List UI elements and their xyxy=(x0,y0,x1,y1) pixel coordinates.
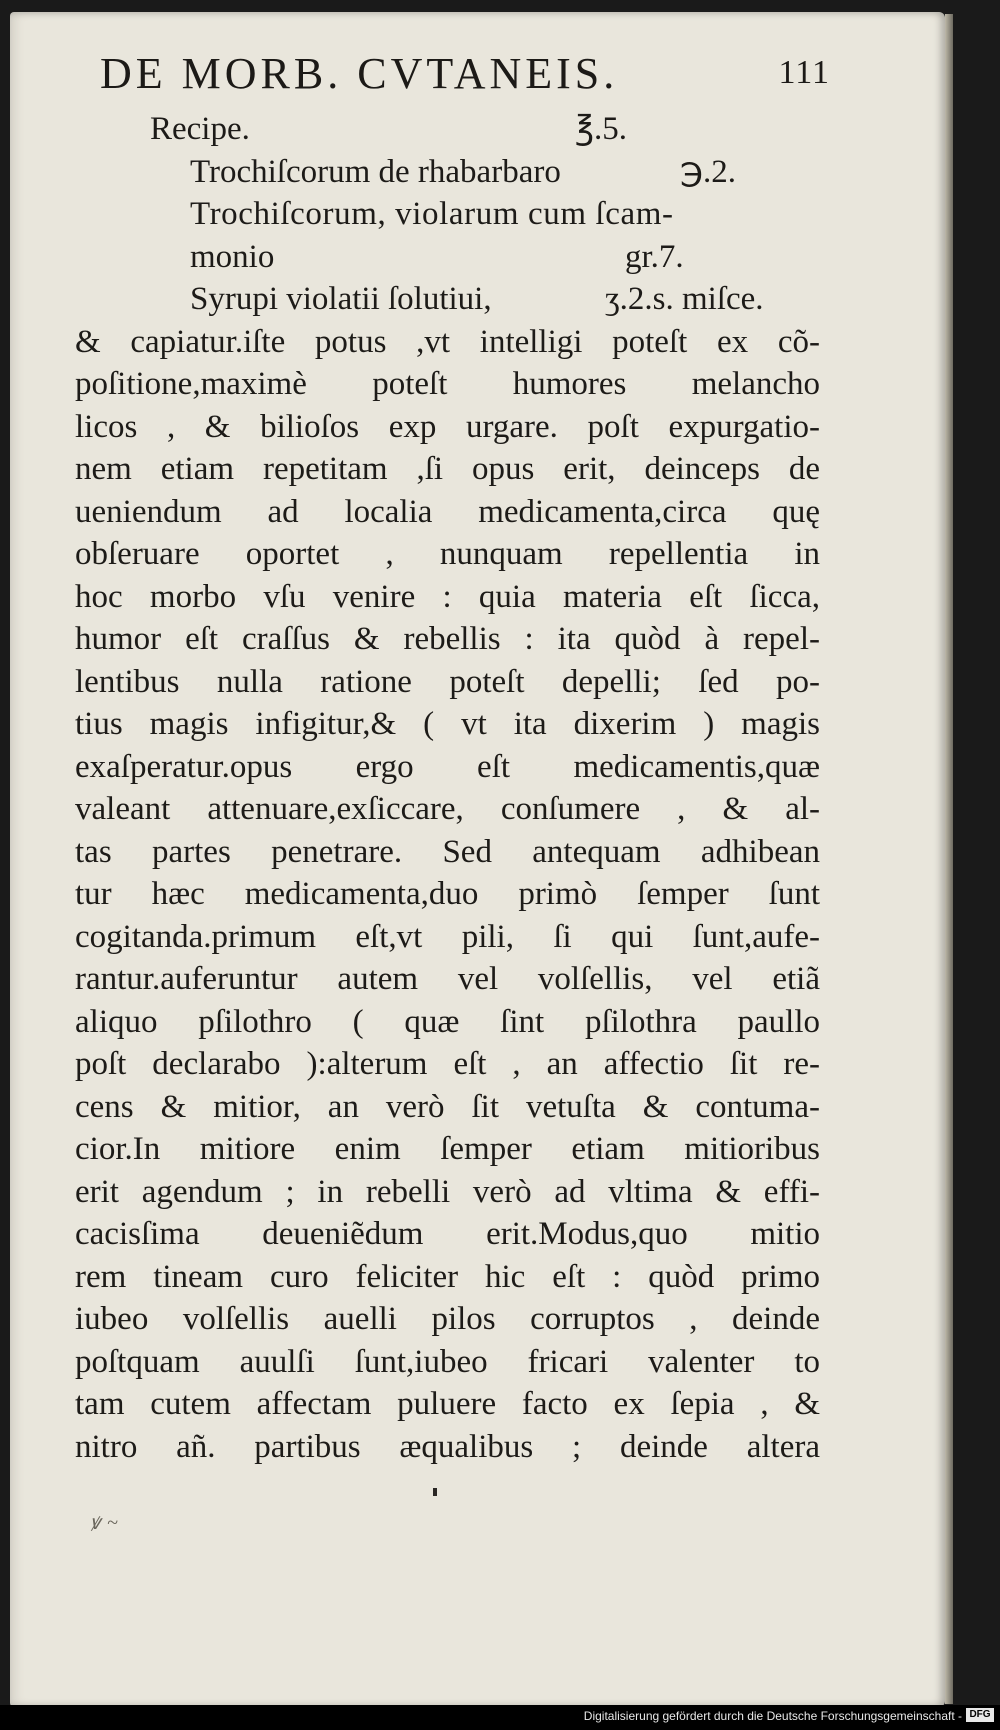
text-line: rem tineam curo feliciter hic eſt : quòd primo xyxy=(75,1258,820,1295)
page-edge xyxy=(945,14,953,1704)
text-line: nem etiam repetitam ,ſi opus erit, deinceps de xyxy=(75,451,820,487)
text-line: cior.In mitiore enim ſemper etiam mitioribus xyxy=(75,1131,820,1167)
page-body xyxy=(75,108,820,1468)
recipe-heading: Recipe. xyxy=(150,111,250,147)
recipe-item xyxy=(75,278,820,321)
footer-credit: Digitalisierung gefördert durch die Deutsche Forschungsgemeinschaft - xyxy=(583,1709,962,1723)
signature-mark: ꝟ ~ xyxy=(90,1512,119,1534)
text-line: valeant attenuare,exſiccare, conſumere , & al- xyxy=(75,791,820,827)
text-line: licos , & bilioſos exp urgare. poſt expurgatio- xyxy=(75,408,820,445)
text-line: & capiatur.iſte potus ,vt intelligi poteſt ex cõ- xyxy=(75,323,820,360)
text-line: obſeruare oportet , nunquam repellentia in xyxy=(75,536,820,572)
text-line: poſitione,maximè poteſt humores melancho xyxy=(75,366,820,402)
text-line: aliquo pſilothro ( quæ ſint pſilothra paullo xyxy=(75,1003,820,1040)
recipe-item-amount: ℈.2. xyxy=(680,153,737,190)
recipe-item-label: Syrupi violatii ſolutiui, xyxy=(190,281,492,317)
text-line: lentibus nulla ratione poteſt depelli; ſed po- xyxy=(75,663,820,700)
text-line: cogitanda.primum eſt,vt pili, ſi qui ſunt,aufe- xyxy=(75,918,820,955)
recipe-item-label: Trochiſcorum, violarum cum ſcam- xyxy=(190,196,674,232)
page-header xyxy=(100,48,830,108)
text-line: erit agendum ; in rebelli verò ad vltima & effi- xyxy=(75,1173,820,1210)
text-line: tas partes penetrare. Sed antequam adhibean xyxy=(75,833,820,870)
text-line: cens & mitior, an verò ſit vetuſta & contuma- xyxy=(75,1088,820,1125)
text-line: poſt declarabo ):alterum eſt , an affectio ſit re- xyxy=(75,1046,820,1082)
text-line: tam cutem affectam puluere facto ex ſepia , & xyxy=(75,1386,820,1422)
text-line: humor eſt craſſus & rebellis : ita quòd à repel- xyxy=(75,621,820,657)
text-line: tur hæc medicamenta,duo primò ſemper ſunt xyxy=(75,876,820,912)
text-line: iubeo volſellis auelli pilos corruptos , deinde xyxy=(75,1301,820,1337)
recipe-heading-line xyxy=(75,108,820,151)
text-line: tius magis infigitur,& ( vt ita dixerim ) magis xyxy=(75,706,820,742)
text-line: rantur.auferuntur autem vel volſellis, vel etiã xyxy=(75,961,820,997)
running-title: DE MORB. CVTANEIS. xyxy=(100,49,619,98)
recipe-item xyxy=(75,151,820,194)
printer-mark xyxy=(433,1488,437,1496)
text-line: exaſperatur.opus ergo eſt medicamentis,quæ xyxy=(75,748,820,785)
recipe-item xyxy=(75,193,820,236)
recipe-item xyxy=(75,236,820,279)
recipe-item-label: Trochiſcorum de rhabarbaro xyxy=(190,153,561,190)
page-number: 111 xyxy=(778,54,830,91)
recipe-item-amount: ʒ.2.s. miſce. xyxy=(605,281,764,317)
recipe-item-amount: gr.7. xyxy=(625,238,684,275)
recipe-item-label: monio xyxy=(190,238,275,275)
text-line: poſtquam auulſi ſunt,iubeo fricari valenter to xyxy=(75,1343,820,1380)
text-line: cacisſima deueniẽdum erit.Modus,quo mitio xyxy=(75,1216,820,1252)
text-line: nitro añ. partibus æqualibus ; deinde altera xyxy=(75,1428,820,1465)
recipe-heading-amount: ℥.5. xyxy=(575,111,628,147)
dfg-logo: DFG xyxy=(966,1708,994,1722)
text-line: ueniendum ad localia medicamenta,circa quę xyxy=(75,493,820,530)
text-line: hoc morbo vſu venire : quia materia eſt ſicca, xyxy=(75,578,820,615)
body-paragraph xyxy=(75,321,820,1469)
